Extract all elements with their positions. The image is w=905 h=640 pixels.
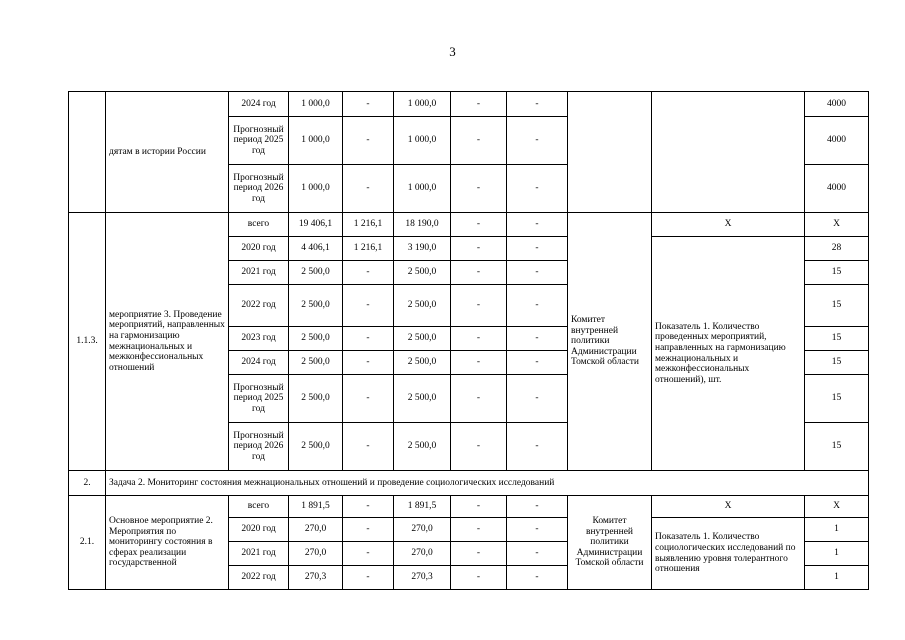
fund-cell: - xyxy=(451,92,507,117)
fund-cell: - xyxy=(343,375,394,423)
total-cell: 4 406,1 xyxy=(289,237,343,261)
fund-cell: - xyxy=(451,285,507,327)
fund-cell: 270,0 xyxy=(394,542,451,566)
fund-cell: 1 000,0 xyxy=(394,92,451,117)
fund-cell: 3 190,0 xyxy=(394,237,451,261)
total-cell: 2 500,0 xyxy=(289,285,343,327)
total-cell: 19 406,1 xyxy=(289,213,343,237)
period-cell: 2020 год xyxy=(229,237,289,261)
value-cell: 15 xyxy=(805,375,869,423)
fund-cell: 2 500,0 xyxy=(394,351,451,375)
fund-cell: 2 500,0 xyxy=(394,423,451,471)
value-cell: 15 xyxy=(805,351,869,375)
table-row xyxy=(69,496,869,518)
fund-cell: 1 891,5 xyxy=(394,496,451,518)
fund-cell: - xyxy=(507,496,568,518)
table-row xyxy=(69,213,869,237)
fund-cell: - xyxy=(507,423,568,471)
indicator-cell: Показатель 1. Количество проведенных мероприятий, направленных на гармонизацию межнациональных и межконфессиональных отношений), шт. xyxy=(652,237,805,471)
period-cell: 2021 год xyxy=(229,542,289,566)
fund-cell: - xyxy=(343,423,394,471)
fund-cell: 18 190,0 xyxy=(394,213,451,237)
total-cell: 2 500,0 xyxy=(289,351,343,375)
fund-cell: 2 500,0 xyxy=(394,261,451,285)
period-cell: всего xyxy=(229,496,289,518)
fund-cell: - xyxy=(343,92,394,117)
period-cell: Прогнозный период 2026 год xyxy=(229,423,289,471)
total-cell: 270,0 xyxy=(289,518,343,542)
total-cell: 2 500,0 xyxy=(289,327,343,351)
total-cell: 1 891,5 xyxy=(289,496,343,518)
total-cell: 2 500,0 xyxy=(289,261,343,285)
fund-cell: 1 000,0 xyxy=(394,117,451,165)
fund-cell: - xyxy=(507,542,568,566)
page-number: 3 xyxy=(449,44,456,59)
value-cell: X xyxy=(805,496,869,518)
num-cell xyxy=(69,92,106,213)
executor-cell: Комитет внутренней политики Администрации Томской области xyxy=(568,496,652,590)
fund-cell: 2 500,0 xyxy=(394,327,451,351)
fund-cell: 1 000,0 xyxy=(394,165,451,213)
fund-cell: - xyxy=(507,165,568,213)
fund-cell: - xyxy=(343,285,394,327)
fund-cell: - xyxy=(507,92,568,117)
fund-cell: - xyxy=(343,351,394,375)
total-cell: 270,0 xyxy=(289,542,343,566)
value-cell: 1 xyxy=(805,518,869,542)
total-cell: 1 000,0 xyxy=(289,165,343,213)
task-title: Задача 2. Мониторинг состояния межнациональных отношений и проведение социологических исследований xyxy=(106,471,869,496)
program-table xyxy=(68,91,869,590)
fund-cell: - xyxy=(343,496,394,518)
executor-cell xyxy=(568,92,652,213)
indicator-cell: Показатель 1. Количество социологических исследований по выявлению уровня толерантного отношения xyxy=(652,518,805,590)
total-cell: 1 000,0 xyxy=(289,117,343,165)
num-cell: 1.1.3. xyxy=(69,213,106,471)
value-cell: 15 xyxy=(805,327,869,351)
fund-cell: - xyxy=(343,165,394,213)
fund-cell: - xyxy=(507,518,568,542)
value-cell: 4000 xyxy=(805,92,869,117)
num-cell: 2. xyxy=(69,471,106,496)
fund-cell: - xyxy=(451,213,507,237)
fund-cell: 1 216,1 xyxy=(343,237,394,261)
period-cell: Прогнозный период 2025 год xyxy=(229,117,289,165)
total-cell: 2 500,0 xyxy=(289,423,343,471)
period-cell: Прогнозный период 2025 год xyxy=(229,375,289,423)
fund-cell: - xyxy=(451,566,507,590)
fund-cell: - xyxy=(451,165,507,213)
fund-cell: - xyxy=(507,351,568,375)
fund-cell: 1 216,1 xyxy=(343,213,394,237)
total-cell: 2 500,0 xyxy=(289,375,343,423)
value-cell: 1 xyxy=(805,566,869,590)
fund-cell: 2 500,0 xyxy=(394,285,451,327)
fund-cell: - xyxy=(451,237,507,261)
period-cell: 2024 год xyxy=(229,351,289,375)
value-cell: 4000 xyxy=(805,117,869,165)
fund-cell: - xyxy=(507,117,568,165)
fund-cell: - xyxy=(507,566,568,590)
period-cell: 2021 год xyxy=(229,261,289,285)
indicator-cell xyxy=(652,92,805,213)
value-cell: X xyxy=(805,213,869,237)
fund-cell: - xyxy=(507,261,568,285)
fund-cell: - xyxy=(451,327,507,351)
fund-cell: 270,0 xyxy=(394,518,451,542)
fund-cell: - xyxy=(451,542,507,566)
total-cell: 1 000,0 xyxy=(289,92,343,117)
table-row xyxy=(69,92,869,117)
value-cell: 4000 xyxy=(805,165,869,213)
task-row xyxy=(69,471,869,496)
fund-cell: - xyxy=(507,213,568,237)
indicator-cell: X xyxy=(652,496,805,518)
fund-cell: - xyxy=(451,375,507,423)
fund-cell: - xyxy=(343,117,394,165)
fund-cell: - xyxy=(343,327,394,351)
period-cell: 2020 год xyxy=(229,518,289,542)
fund-cell: - xyxy=(451,117,507,165)
value-cell: 28 xyxy=(805,237,869,261)
fund-cell: - xyxy=(451,351,507,375)
period-cell: Прогнозный период 2026 год xyxy=(229,165,289,213)
fund-cell: - xyxy=(507,285,568,327)
period-cell: 2022 год xyxy=(229,566,289,590)
fund-cell: - xyxy=(343,518,394,542)
fund-cell: - xyxy=(451,496,507,518)
fund-cell: - xyxy=(343,542,394,566)
fund-cell: - xyxy=(451,518,507,542)
indicator-cell: X xyxy=(652,213,805,237)
fund-cell: - xyxy=(507,237,568,261)
activity-name: мероприятие 3. Проведение мероприятий, направленных на гармонизацию межнациональных и межконфессиональных отношений xyxy=(106,213,229,471)
fund-cell: 270,3 xyxy=(394,566,451,590)
fund-cell: - xyxy=(343,261,394,285)
period-cell: 2022 год xyxy=(229,285,289,327)
value-cell: 15 xyxy=(805,423,869,471)
num-cell: 2.1. xyxy=(69,496,106,590)
value-cell: 1 xyxy=(805,542,869,566)
activity-name: дятам в истории России xyxy=(106,92,229,213)
fund-cell: - xyxy=(451,423,507,471)
period-cell: всего xyxy=(229,213,289,237)
activity-name: Основное мероприятие 2. Мероприятия по мониторингу состояния в сферах реализации государственной xyxy=(106,496,229,590)
fund-cell: - xyxy=(343,566,394,590)
fund-cell: - xyxy=(507,375,568,423)
value-cell: 15 xyxy=(805,285,869,327)
fund-cell: - xyxy=(451,261,507,285)
executor-cell: Комитет внутренней политики Администрации Томской области xyxy=(568,213,652,471)
period-cell: 2024 год xyxy=(229,92,289,117)
fund-cell: 2 500,0 xyxy=(394,375,451,423)
period-cell: 2023 год xyxy=(229,327,289,351)
total-cell: 270,3 xyxy=(289,566,343,590)
fund-cell: - xyxy=(507,327,568,351)
value-cell: 15 xyxy=(805,261,869,285)
